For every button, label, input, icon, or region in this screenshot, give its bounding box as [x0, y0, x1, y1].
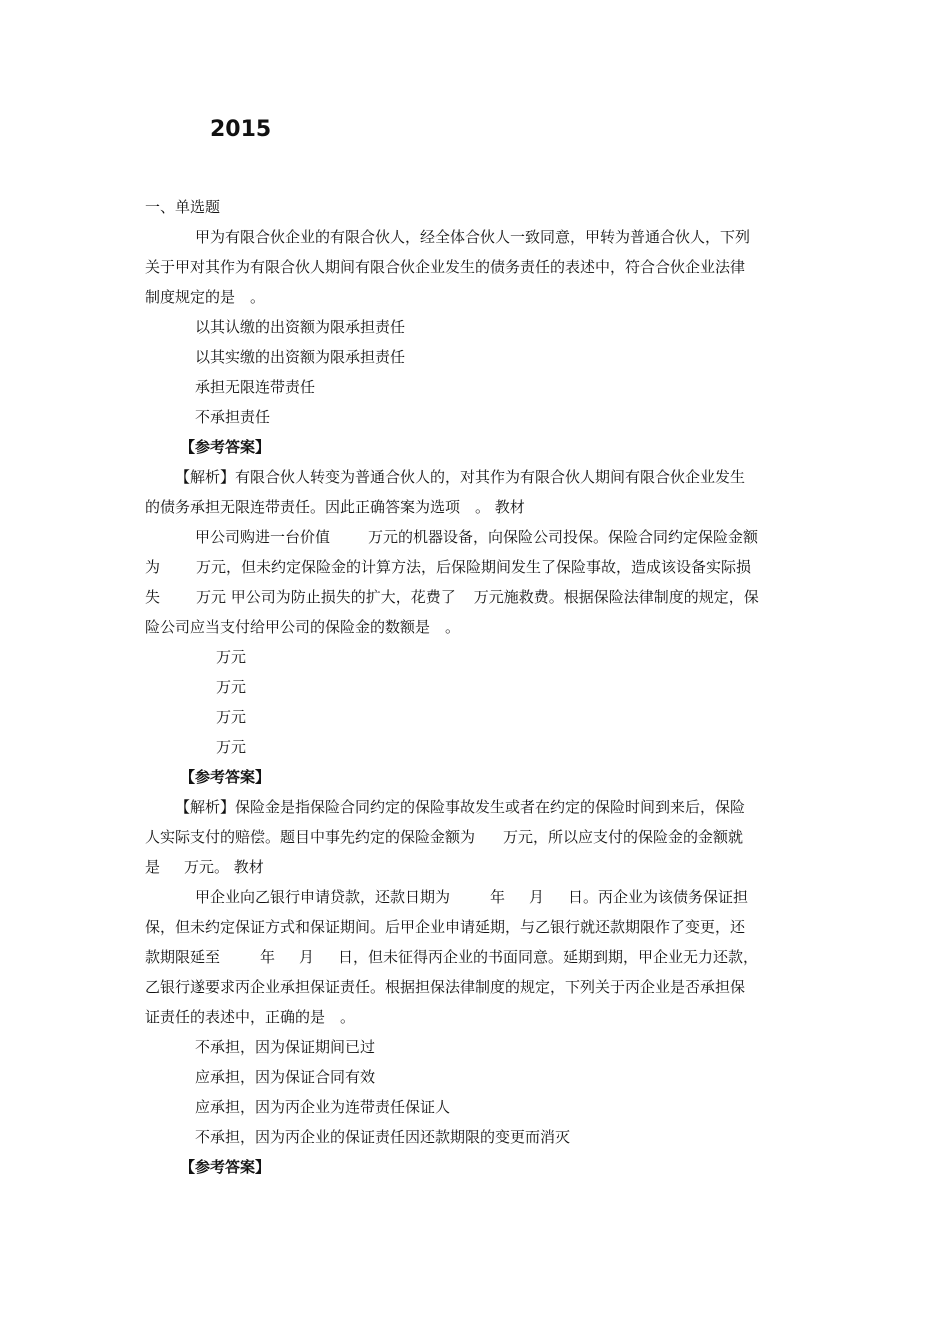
- q1-analysis-text-1: 有限合伙人转变为普通合伙人的，对其作为有限合伙人期间有限合伙企业发生: [235, 468, 746, 486]
- q3-stem-line-3-year: 年: [260, 948, 276, 966]
- q3-option-a: 不承担，因为保证期间已过: [195, 1038, 376, 1056]
- q1-stem-line-3: 制度规定的是 。: [145, 288, 266, 306]
- q2-stem-line-2-a: 为: [145, 558, 161, 576]
- q2-option-c: 万元: [216, 708, 247, 726]
- q2-analysis-line-2-b: 万元，所以应支付的保险金的金额就: [503, 828, 744, 846]
- q2-stem-line-3-a: 失: [145, 588, 161, 606]
- q1-stem-line-1: 甲为有限合伙企业的有限合伙人，经全体合伙人一致同意，甲转为普通合伙人，下列: [195, 228, 751, 246]
- q3-stem-line-3-a: 款期限延至: [145, 948, 221, 966]
- section-heading: 一、单选题: [145, 198, 221, 216]
- q1-analysis-line-1: [175, 467, 745, 487]
- q3-stem-line-3: [145, 947, 758, 967]
- q3-stem-line-1-a: 甲企业向乙银行申请贷款，还款日期为: [195, 888, 451, 906]
- q2-option-a: 万元: [216, 648, 247, 666]
- q2-stem-line-2: [145, 557, 751, 577]
- q2-answer-label: 【参考答案】: [180, 768, 271, 786]
- q1-option-b: 以其实缴的出资额为限承担责任: [195, 348, 406, 366]
- q2-option-b: 万元: [216, 678, 247, 696]
- q2-analysis-text-1: 保险金是指保险合同约定的保险事故发生或者在约定的保险时间到来后，保险: [235, 798, 746, 816]
- q3-stem-line-2: 保，但未约定保证方式和保证期间。后甲企业申请延期，与乙银行就还款期限作了变更，还: [145, 918, 746, 936]
- q3-stem-line-1-year: 年: [490, 888, 506, 906]
- q2-analysis-line-3-b: 万元。 教材: [184, 858, 264, 876]
- q2-stem-line-3-b: 万元 甲公司为防止损失的扩大，花费了: [196, 588, 456, 606]
- q1-option-d: 不承担责任: [195, 408, 271, 426]
- q2-stem-line-4: 险公司应当支付给甲公司的保险金的数额是 。: [145, 618, 461, 636]
- q3-stem-line-4: 乙银行遂要求丙企业承担保证责任。根据担保法律制度的规定，下列关于丙企业是否承担保: [145, 978, 746, 996]
- q3-stem-line-3-b: 日，但未征得丙企业的书面同意。延期到期，甲企业无力还款，: [338, 948, 759, 966]
- q2-analysis-line-2-a: 人实际支付的赔偿。题目中事先约定的保险金额为: [145, 828, 476, 846]
- q1-analysis-line-2: 的债务承担无限连带责任。因此正确答案为选项 。 教材: [145, 498, 525, 516]
- q2-stem-line-1-b: 万元的机器设备，向保险公司投保。保险合同约定保险金额: [368, 528, 759, 546]
- q3-stem-line-1: [195, 887, 748, 907]
- q2-analysis-line-3: [145, 857, 264, 877]
- q3-option-c: 应承担，因为丙企业为连带责任保证人: [195, 1098, 451, 1116]
- q2-analysis-line-3-a: 是: [145, 858, 161, 876]
- q2-analysis-label: 【解析】: [175, 798, 236, 816]
- q3-option-d: 不承担，因为丙企业的保证责任因还款期限的变更而消灭: [195, 1128, 571, 1146]
- q3-option-b: 应承担，因为保证合同有效: [195, 1068, 376, 1086]
- q2-analysis-line-1: [175, 797, 745, 817]
- q1-stem-line-2: 关于甲对其作为有限合伙人期间有限合伙企业发生的债务责任的表述中，符合合伙企业法律: [145, 258, 746, 276]
- q2-stem-line-2-b: 万元，但未约定保险金的计算方法，后保险期间发生了保险事故，造成该设备实际损: [196, 558, 752, 576]
- q3-stem-line-5: 证责任的表述中，正确的是 。: [145, 1008, 356, 1026]
- document-year-title: 2015: [210, 117, 272, 142]
- q1-answer-label: 【参考答案】: [180, 438, 271, 456]
- q2-option-d: 万元: [216, 738, 247, 756]
- q1-analysis-label: 【解析】: [175, 468, 236, 486]
- q2-stem-line-3-c: 万元施救费。根据保险法律制度的规定，保: [473, 588, 759, 606]
- q1-option-c: 承担无限连带责任: [195, 378, 316, 396]
- q3-answer-label: 【参考答案】: [180, 1158, 271, 1176]
- q2-stem-line-1-a: 甲公司购进一台价值: [195, 528, 331, 546]
- q2-stem-line-1: [195, 527, 758, 547]
- q2-analysis-line-2: [145, 827, 743, 847]
- q3-stem-line-1-month: 月: [529, 888, 545, 906]
- q1-option-a: 以其认缴的出资额为限承担责任: [195, 318, 406, 336]
- q3-stem-line-1-b: 日。丙企业为该债务保证担: [568, 888, 749, 906]
- q3-stem-line-3-month: 月: [299, 948, 315, 966]
- q2-stem-line-3: [145, 587, 759, 607]
